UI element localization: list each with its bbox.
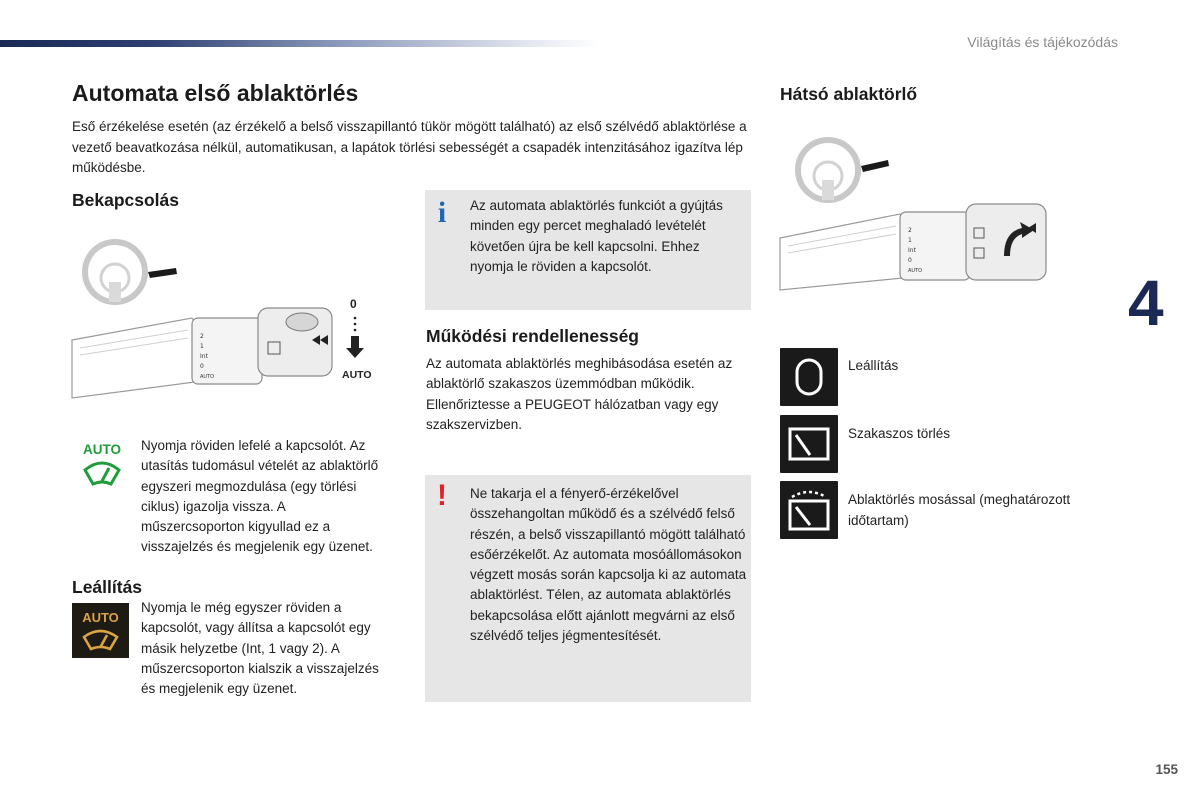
legend-label-wash: Ablaktörlés mosással (meghatározott időtartam) xyxy=(848,492,1071,528)
rear-wiper-stalk xyxy=(780,204,1046,290)
rear-wiper-stalk-illustration xyxy=(778,128,1078,298)
svg-text:0: 0 xyxy=(200,363,204,370)
running-head: Világítás és tájékozódás xyxy=(967,34,1118,50)
section-heading-deactivation: Leállítás xyxy=(72,577,143,597)
rear-wiper-off-icon xyxy=(780,348,838,406)
intro-paragraph: Eső érzékelése esetén (az érzékelő a belső visszapillantó tükör mögött található) az első szélvédő ablaktörlése a vezető beavatkozása nélkül, automatikusan, a lapátok törlési sebességét a csapadék intenzitásához igazítva lép működésbe. xyxy=(72,119,747,175)
wiper-stalk xyxy=(72,308,332,398)
svg-text:Int: Int xyxy=(200,353,208,360)
info-note-box xyxy=(425,190,751,310)
steering-wheel-icon xyxy=(85,242,177,302)
svg-text:0: 0 xyxy=(908,257,912,264)
section-heading-malfunction: Működési rendellenesség xyxy=(426,326,639,346)
info-icon: i xyxy=(437,196,447,229)
svg-text:AUTO: AUTO xyxy=(82,442,122,457)
warning-note-box xyxy=(425,475,751,702)
front-wiper-stalk-illustration xyxy=(70,230,390,410)
warning-icon: ! xyxy=(437,479,447,512)
steering-wheel-icon xyxy=(798,140,889,200)
rear-wiper-wash-icon xyxy=(780,481,838,539)
svg-text:AUTO: AUTO xyxy=(908,268,923,274)
chapter-number: 4 xyxy=(1128,267,1164,339)
stalk-push-down-indicator xyxy=(342,297,372,381)
malfunction-text: Az automata ablaktörlés meghibásodása esetén az ablaktörlő szakaszos üzemmódban működik. Ellenőriztesse a PEUGEOT hálózatban vagy egy szakszervizben. xyxy=(426,356,733,432)
section-heading-rear-wiper: Hátsó ablaktörlő xyxy=(780,84,918,104)
svg-text:2: 2 xyxy=(908,227,912,234)
svg-text:AUTO: AUTO xyxy=(200,374,215,380)
header-gradient-bar xyxy=(0,40,600,47)
svg-text:Int: Int xyxy=(908,247,916,254)
warning-note-text: Ne takarja el a fényerő-érzékelővel összehangoltan működő és a szélvédő felső részén, a belső visszapillantó mögött található esőérzékelőt. Az automata mosóállomásokon végzett mosás során kapcsolja ki az automata ablaktörlést. Télen, az automata ablaktörlés bekapcsolása előtt ajánlott megvárni az első szélvédő teljes jégmentesítését. xyxy=(470,486,747,644)
rear-wiper-intermittent-icon xyxy=(780,415,838,473)
info-note-text: Az automata ablaktörlés funkciót a gyújtás minden egy percet meghaladó levételét követően újra be kell kapcsolni. Ehhez nyomja le röviden a kapcsolót. xyxy=(470,198,723,274)
deactivation-text: Nyomja le még egyszer röviden a kapcsolót, vagy állítsa a kapcsolót egy másik helyzetbe (Int, 1 vagy 2). A műszercsoporton kialszik a visszajelzés és megjelenik egy üzenet. xyxy=(141,600,379,697)
auto-wiper-off-indicator-icon xyxy=(72,603,129,658)
svg-text:0: 0 xyxy=(350,297,357,311)
legend-label-intermittent: Szakaszos törlés xyxy=(848,426,951,441)
activation-text: Nyomja röviden lefelé a kapcsolót. Az utasítás tudomásul vételét az ablaktörlő egyszeri megmozdulása (egy törlési ciklus) igazolja vissza. A műszercsoporton kigyullad ez a visszajelzés és megjelenik egy üzenet. xyxy=(141,438,379,555)
page-number: 155 xyxy=(1155,762,1178,777)
svg-text:AUTO: AUTO xyxy=(82,610,119,625)
legend-label-off: Leállítás xyxy=(848,358,899,373)
section-heading-activation: Bekapcsolás xyxy=(72,190,180,210)
page-title: Automata első ablaktörlés xyxy=(72,80,359,106)
svg-text:1: 1 xyxy=(908,237,912,244)
svg-text:2: 2 xyxy=(200,333,204,340)
auto-wiper-on-indicator-icon xyxy=(77,440,127,494)
svg-text:1: 1 xyxy=(200,343,204,350)
svg-text:AUTO: AUTO xyxy=(342,369,372,381)
